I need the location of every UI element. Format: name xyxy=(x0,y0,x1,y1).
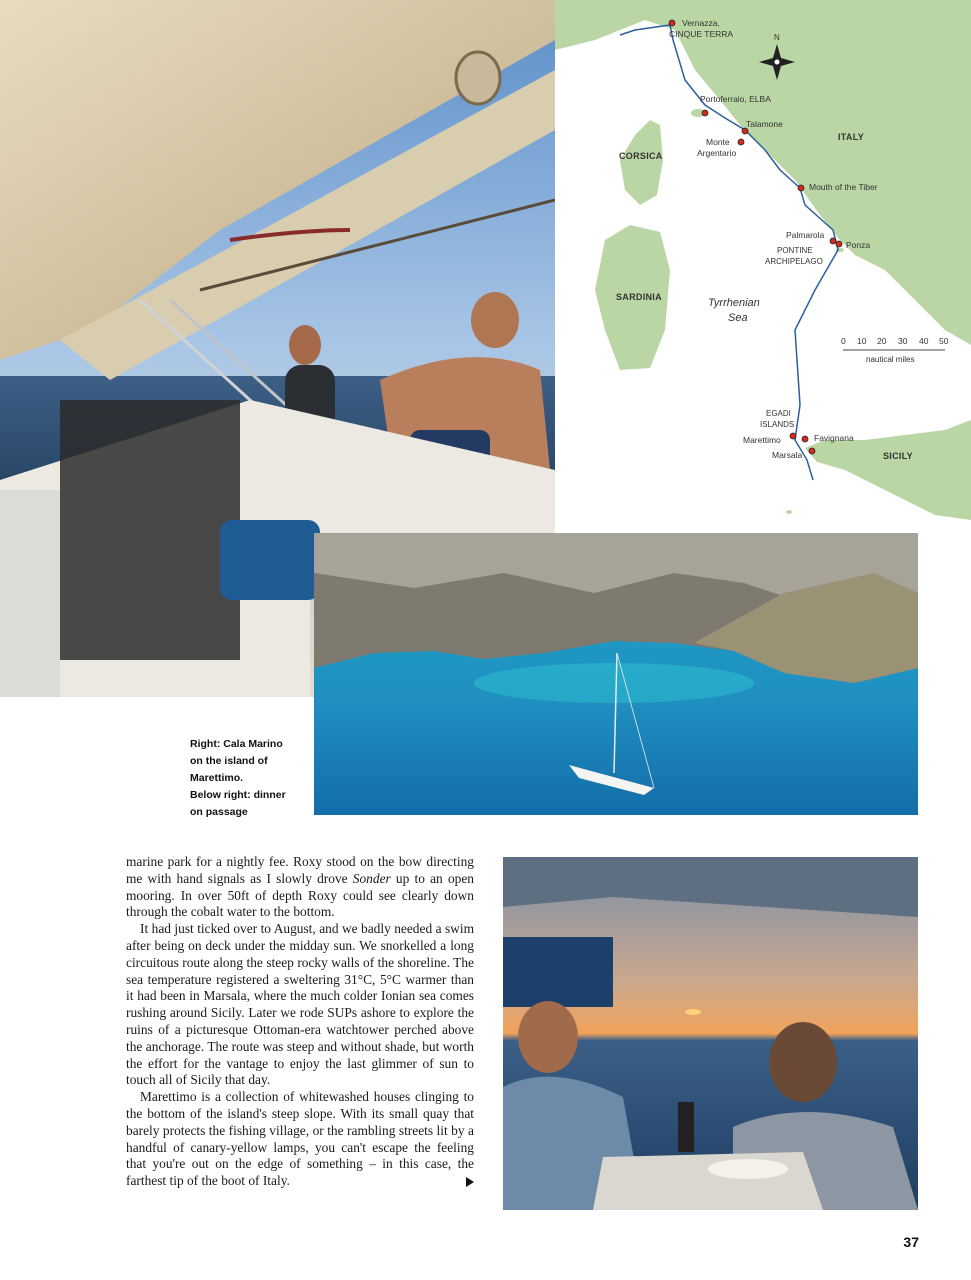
scale-tick-20: 20 xyxy=(877,336,887,346)
boat-name: Sonder xyxy=(352,870,391,886)
article-body xyxy=(126,854,474,1190)
corsica-landmass xyxy=(620,120,663,205)
scale-bar xyxy=(841,336,949,364)
paragraph: marine park for a nightly fee. Roxy stood on the bow directing me with hand signals as I slowly drove Sonder up to an open mooring. In over 50ft of depth Roxy could see clearly down through the cobalt water to the bottom. xyxy=(126,854,474,920)
paragraph: Marettimo is a collection of whitewashed houses clinging to the bottom of the island's steep slope. With its small quay that barely protects the fishing village, or the rambling streets lit by a handful of canary-yellow lamps, you can't escape the feeling that you're out on the edge of something – in this case, the farthest tip of the boot of Italy. xyxy=(126,1089,474,1189)
place-monte-line2: Argentario xyxy=(697,148,737,158)
paragraph: It had just ticked over to August, and we badly needed a swim after being on deck under the midday sun. We snorkelled a long circuitous route along the steep rocky walls of the shoreline. The sea temperature registered a sweltering 31°C, 5°C warmer than it had been in Marsala, where the much colder Ionian sea comes rushing around Sicily. Later we rode SUPs ashore to explore the ruins of a picturesque Ottoman-era watchtower perched above the anchorage. The route was steep and without shade, but worth the effort for the vantage to enjoy the last glimmer of sun to touch all of Sicily that day. xyxy=(126,921,474,1088)
caption-line: Right: Cala Marino xyxy=(190,738,283,750)
scale-tick-30: 30 xyxy=(898,336,908,346)
place-favignana: Favignana xyxy=(814,433,854,443)
pontine-label-line1: PONTINE xyxy=(777,246,813,255)
stop-monte-argentario xyxy=(738,139,744,145)
stop-marsala xyxy=(809,448,815,454)
page-number: 37 xyxy=(903,1234,919,1250)
stop-favignana xyxy=(802,436,808,442)
stop-palmarola xyxy=(830,238,836,244)
scale-tick-40: 40 xyxy=(919,336,929,346)
place-vernazza-line2: CINQUE TERRA xyxy=(669,29,734,39)
place-marettimo: Marettimo xyxy=(743,435,781,445)
sea-label-line2: Sea xyxy=(728,312,748,324)
end-of-article-triangle-icon xyxy=(466,1177,474,1187)
region-corsica: CORSICA xyxy=(619,151,663,161)
photo-caption xyxy=(190,736,310,821)
region-sardinia: SARDINIA xyxy=(616,292,662,302)
scale-tick-0: 0 xyxy=(841,336,846,346)
caption-line: Below right: dinner xyxy=(190,789,286,801)
place-monte-line1: Monte xyxy=(706,137,730,147)
place-marsala: Marsala xyxy=(772,450,803,460)
place-talamone: Talamone xyxy=(746,119,783,129)
sea-label-line1: Tyrrhenian xyxy=(708,297,760,309)
place-portoferraio: Portoferraio, ELBA xyxy=(700,94,771,104)
scale-unit: nautical miles xyxy=(866,355,915,364)
region-sicily: SICILY xyxy=(883,451,913,461)
egadi-label-line1: EGADI xyxy=(766,409,791,418)
scale-tick-10: 10 xyxy=(857,336,867,346)
region-italy: ITALY xyxy=(838,132,865,142)
caption-line: on passage xyxy=(190,806,248,818)
place-tiber: Mouth of the Tiber xyxy=(809,182,878,192)
caption-line: on the island of xyxy=(190,755,268,767)
stop-ponza xyxy=(836,241,842,247)
cala-marino-photo xyxy=(314,533,918,815)
pontine-label-line2: ARCHIPELAGO xyxy=(765,257,823,266)
stop-vernazza xyxy=(669,20,675,26)
egadi-label-line2: ISLANDS xyxy=(760,420,795,429)
compass-north-label: N xyxy=(774,33,780,42)
scale-tick-50: 50 xyxy=(939,336,949,346)
stop-portoferraio xyxy=(702,110,708,116)
stop-tiber xyxy=(798,185,804,191)
stop-marettimo xyxy=(790,433,796,439)
dinner-photo xyxy=(503,857,918,1210)
place-ponza: Ponza xyxy=(846,240,871,250)
place-palmarola: Palmarola xyxy=(786,230,825,240)
place-vernazza-line1: Vernazza, xyxy=(682,18,720,28)
caption-line: Marettimo. xyxy=(190,772,244,784)
route-map xyxy=(555,0,971,538)
